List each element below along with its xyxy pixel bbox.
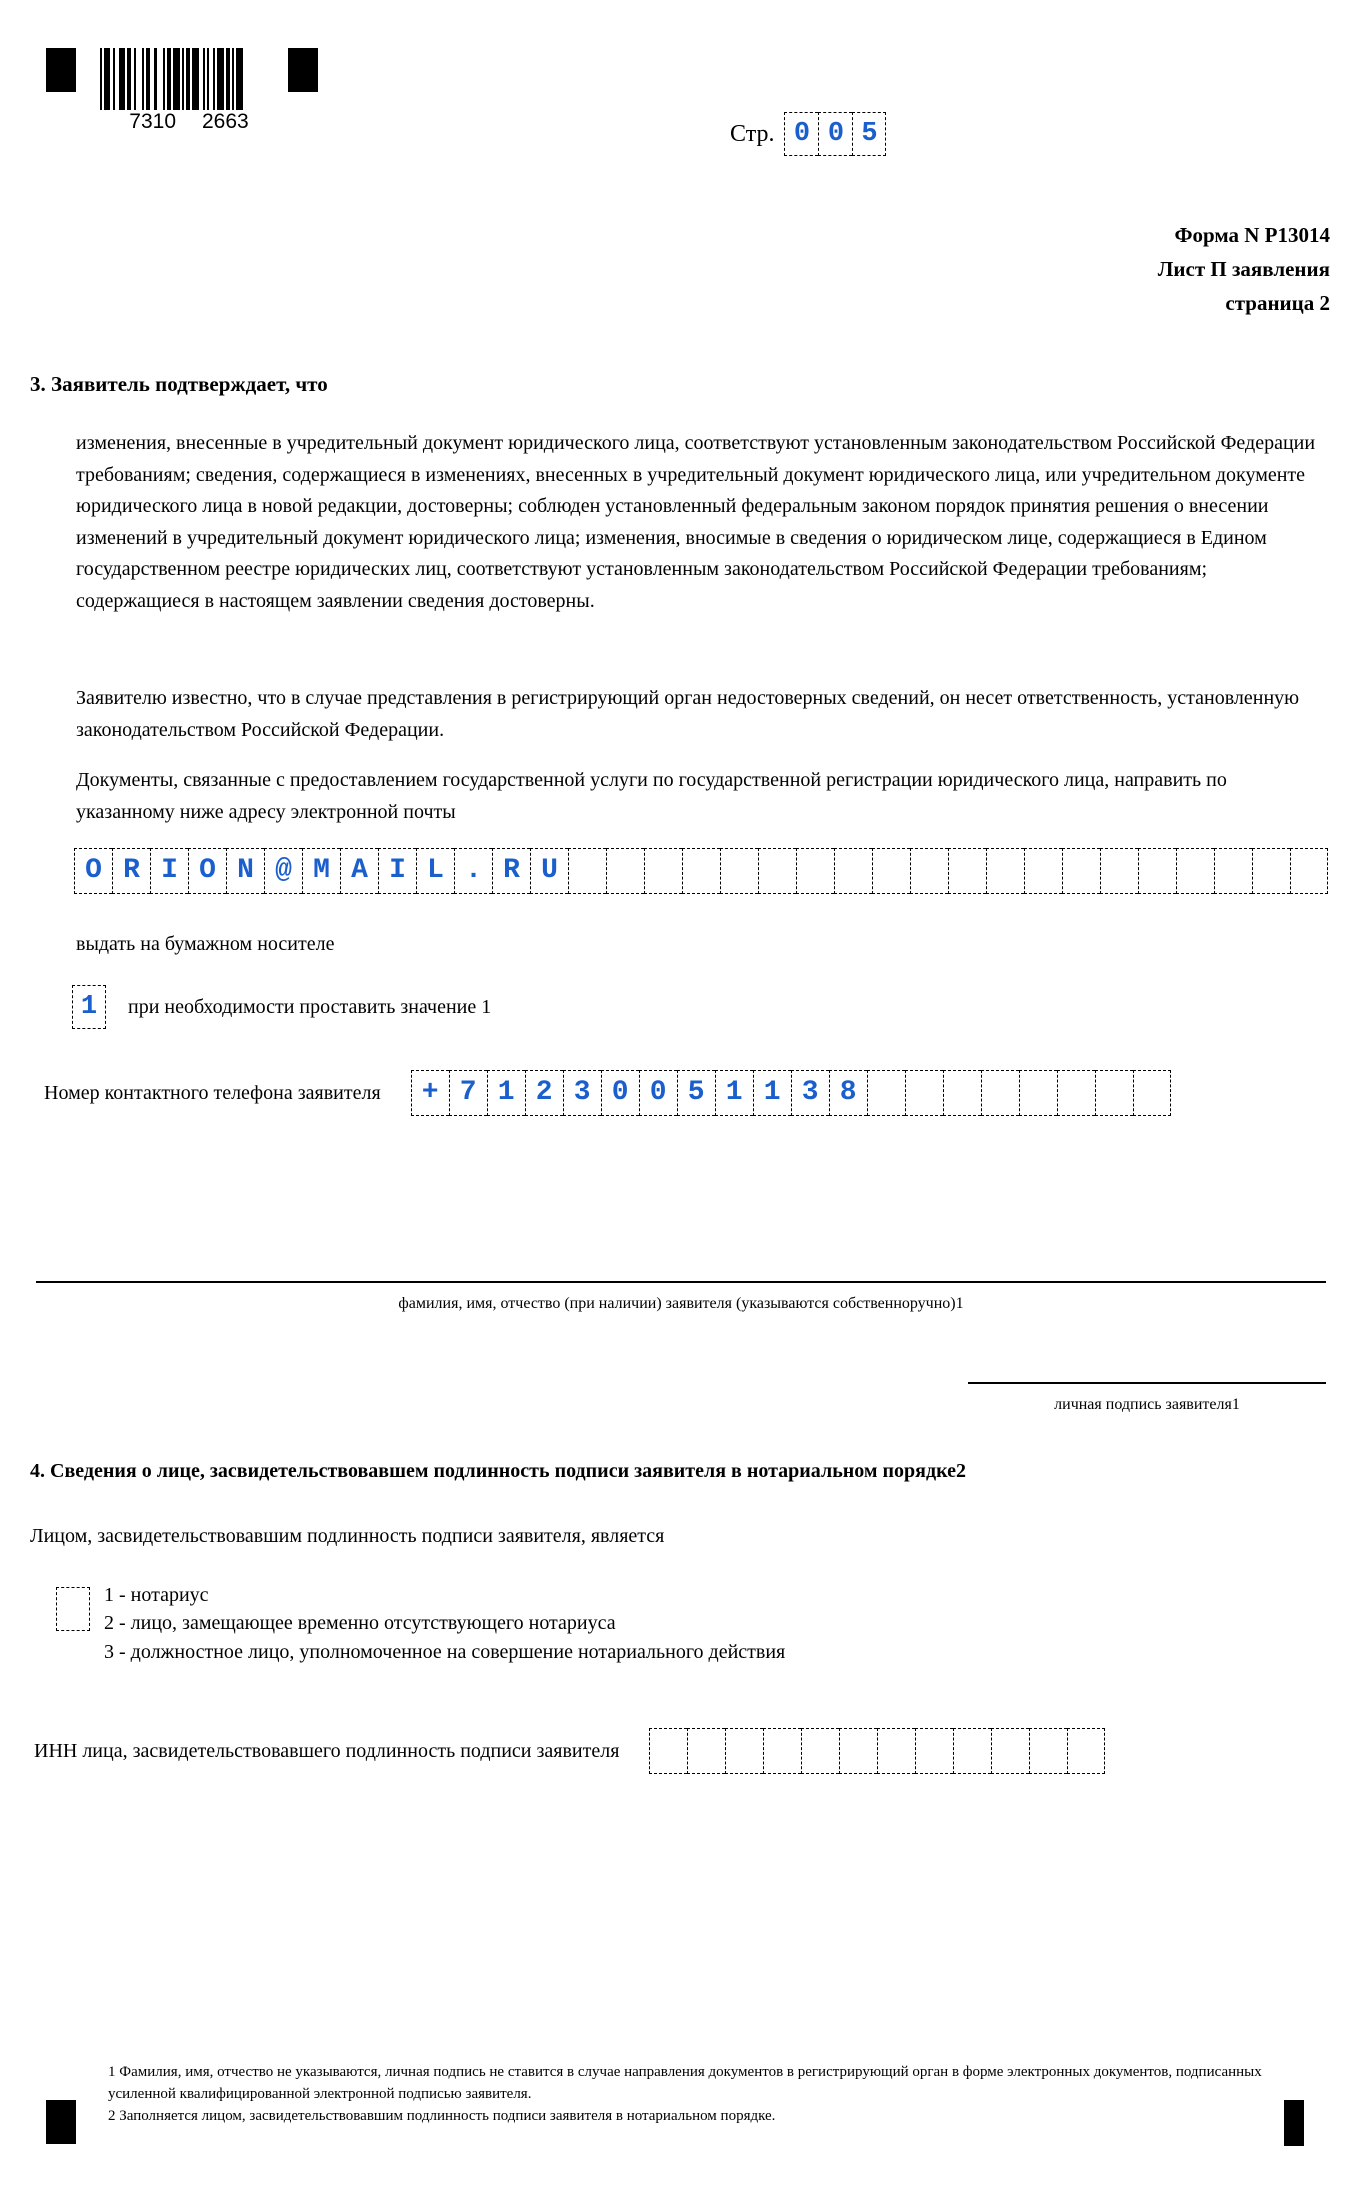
- input-cell[interactable]: 1: [715, 1070, 753, 1116]
- input-cell[interactable]: [568, 848, 606, 894]
- input-cell[interactable]: [758, 848, 796, 894]
- input-cell[interactable]: A: [340, 848, 378, 894]
- barcode-digits: [100, 110, 278, 134]
- section-3-heading: 3. Заявитель подтверждает, что: [30, 372, 328, 396]
- personal-signature-caption: личная подпись заявителя1: [1054, 1396, 1240, 1413]
- section-3-paragraph-liability: Заявителю известно, что в случае представления в регистрирующий орган недостоверных сведений, он несет ответственность, установленную законодательством Российской Федерации.: [76, 687, 1300, 741]
- input-cell[interactable]: 0: [601, 1070, 639, 1116]
- section-3-paragraph-confirm: изменения, внесенные в учредительный документ юридического лица, соответствуют установленным законодательством Российской Федерации требованиям; сведения, содержащиеся в изменениях, внесенных в учредительный документ юридического лица, или учредительном документе юридического лица в новой редакции, достоверны; соблюден установленный федеральным законом порядок принятия решения о внесении изменений в учредительный документ юридического лица; изменения, вносимые в сведения о юридическом лице, содержащиеся в Едином государственном реестре юридических лиц, соответствуют установленным законодательством Российской Федерации требованиям; содержащиеся в настоящем заявлении сведения достоверны.: [76, 432, 1316, 612]
- input-cell[interactable]: [839, 1728, 877, 1774]
- registration-mark-bottom-left: [46, 2100, 76, 2144]
- input-cell[interactable]: [606, 848, 644, 894]
- fio-signature-rule: [36, 1281, 1326, 1283]
- input-cell[interactable]: 0: [784, 112, 818, 156]
- input-cell[interactable]: I: [150, 848, 188, 894]
- input-cell[interactable]: M: [302, 848, 340, 894]
- paper-delivery-box[interactable]: 1: [72, 985, 106, 1029]
- input-cell[interactable]: L: [416, 848, 454, 894]
- input-cell[interactable]: [1214, 848, 1252, 894]
- input-cell[interactable]: [986, 848, 1024, 894]
- input-cell[interactable]: [1252, 848, 1290, 894]
- input-cell[interactable]: [649, 1728, 687, 1774]
- input-cell[interactable]: [796, 848, 834, 894]
- paper-delivery-group: [72, 985, 491, 1029]
- input-cell[interactable]: 7: [449, 1070, 487, 1116]
- input-cell[interactable]: @: [264, 848, 302, 894]
- paper-delivery-label: выдать на бумажном носителе: [76, 933, 335, 955]
- inn-input-cells[interactable]: [649, 1728, 1105, 1774]
- input-cell[interactable]: [1062, 848, 1100, 894]
- input-cell[interactable]: [991, 1728, 1029, 1774]
- input-cell[interactable]: .: [454, 848, 492, 894]
- input-cell[interactable]: [1133, 1070, 1171, 1116]
- notary-option-2: 2 - лицо, замещающее временно отсутствующего нотариуса: [104, 1612, 616, 1635]
- inn-group: [34, 1728, 1105, 1774]
- input-cell[interactable]: [872, 848, 910, 894]
- input-cell[interactable]: 5: [852, 112, 886, 156]
- input-cell[interactable]: 1: [487, 1070, 525, 1116]
- paper-delivery-hint: при необходимости проставить значение 1: [128, 995, 492, 1018]
- input-cell[interactable]: R: [492, 848, 530, 894]
- footnote-1: 1 Фамилия, имя, отчество не указываются, личная подпись не ставится в случае направления документов в регистрирующий орган в форме электронных документов, подписанных усиленной квалифицированной электронной подписью заявителя.: [108, 2064, 1262, 2102]
- page-number-label: Стр.: [730, 120, 775, 147]
- page-number-cells[interactable]: [784, 112, 886, 156]
- input-cell[interactable]: [1019, 1070, 1057, 1116]
- section-4-intro: Лицом, засвидетельствовавшим подлинность подписи заявителя, является: [30, 1525, 665, 1547]
- input-cell[interactable]: [1095, 1070, 1133, 1116]
- input-cell[interactable]: [1138, 848, 1176, 894]
- input-cell[interactable]: [943, 1070, 981, 1116]
- phone-label: Номер контактного телефона заявителя: [44, 1081, 381, 1104]
- input-cell[interactable]: [910, 848, 948, 894]
- registration-mark-top-right: [288, 48, 318, 92]
- section-4-heading: 4. Сведения о лице, засвидетельствовавшем подлинность подписи заявителя в нотариальном порядке2: [30, 1460, 967, 1482]
- input-cell[interactable]: +: [411, 1070, 449, 1116]
- input-cell[interactable]: [1029, 1728, 1067, 1774]
- notary-option-1: 1 - нотариус: [104, 1584, 209, 1606]
- input-cell[interactable]: 0: [818, 112, 852, 156]
- page-number-group: [730, 112, 886, 156]
- inn-label: ИНН лица, засвидетельствовавшего подлинность подписи заявителя: [34, 1739, 620, 1762]
- input-cell[interactable]: N: [226, 848, 264, 894]
- section-3-paragraph-email: Документы, связанные с предоставлением государственной услуги по государственной регистрации юридического лица, направить по указанному ниже адресу электронной почты: [76, 769, 1227, 823]
- notary-option-3: 3 - должностное лицо, уполномоченное на совершение нотариального действия: [104, 1640, 786, 1663]
- input-cell[interactable]: O: [188, 848, 226, 894]
- input-cell[interactable]: 2: [525, 1070, 563, 1116]
- input-cell[interactable]: O: [74, 848, 112, 894]
- input-cell[interactable]: 3: [791, 1070, 829, 1116]
- input-cell[interactable]: [877, 1728, 915, 1774]
- input-cell[interactable]: [644, 848, 682, 894]
- input-cell[interactable]: 3: [563, 1070, 601, 1116]
- fio-caption: фамилия, имя, отчество (при наличии) заявителя (указываются собственноручно)1: [398, 1295, 964, 1312]
- input-cell[interactable]: [725, 1728, 763, 1774]
- registration-mark-top-left: [46, 48, 76, 92]
- input-cell[interactable]: [915, 1728, 953, 1774]
- notary-type-options: [104, 1581, 785, 1666]
- input-cell[interactable]: R: [112, 848, 150, 894]
- personal-signature-rule: [968, 1382, 1326, 1384]
- sheet-name: Лист П заявления: [1157, 257, 1330, 282]
- barcode-digits-right: 2663: [202, 110, 249, 133]
- input-cell[interactable]: [1176, 848, 1214, 894]
- phone-input-cells[interactable]: [411, 1070, 1171, 1116]
- input-cell[interactable]: [687, 1728, 725, 1774]
- input-cell[interactable]: [1024, 848, 1062, 894]
- email-input-cells[interactable]: [74, 848, 1328, 894]
- input-cell[interactable]: [1290, 848, 1328, 894]
- input-cell[interactable]: [682, 848, 720, 894]
- input-cell[interactable]: [763, 1728, 801, 1774]
- input-cell[interactable]: [981, 1070, 1019, 1116]
- input-cell[interactable]: 0: [639, 1070, 677, 1116]
- form-name: Форма N Р13014: [1174, 223, 1330, 247]
- sheet-page: страница 2: [1225, 291, 1330, 316]
- input-cell[interactable]: I: [378, 848, 416, 894]
- input-cell[interactable]: 8: [829, 1070, 867, 1116]
- form-title-block: [1158, 218, 1330, 320]
- input-cell[interactable]: U: [530, 848, 568, 894]
- input-cell[interactable]: [801, 1728, 839, 1774]
- input-cell[interactable]: 5: [677, 1070, 715, 1116]
- input-cell[interactable]: 1: [753, 1070, 791, 1116]
- input-cell[interactable]: [953, 1728, 991, 1774]
- notary-type-box[interactable]: [56, 1587, 90, 1631]
- input-cell[interactable]: [1067, 1728, 1105, 1774]
- input-cell[interactable]: [720, 848, 758, 894]
- barcode: [100, 48, 278, 148]
- phone-group: [44, 1070, 1171, 1116]
- input-cell[interactable]: [867, 1070, 905, 1116]
- footnote-2: 2 Заполняется лицом, засвидетельствовавшим подлинность подписи заявителя в нотариальном порядке.: [108, 2107, 776, 2124]
- input-cell[interactable]: [1057, 1070, 1095, 1116]
- input-cell[interactable]: [834, 848, 872, 894]
- input-cell[interactable]: [948, 848, 986, 894]
- footnotes: [108, 2062, 1288, 2128]
- barcode-digits-left: 7310: [129, 110, 176, 133]
- input-cell[interactable]: [905, 1070, 943, 1116]
- input-cell[interactable]: [1100, 848, 1138, 894]
